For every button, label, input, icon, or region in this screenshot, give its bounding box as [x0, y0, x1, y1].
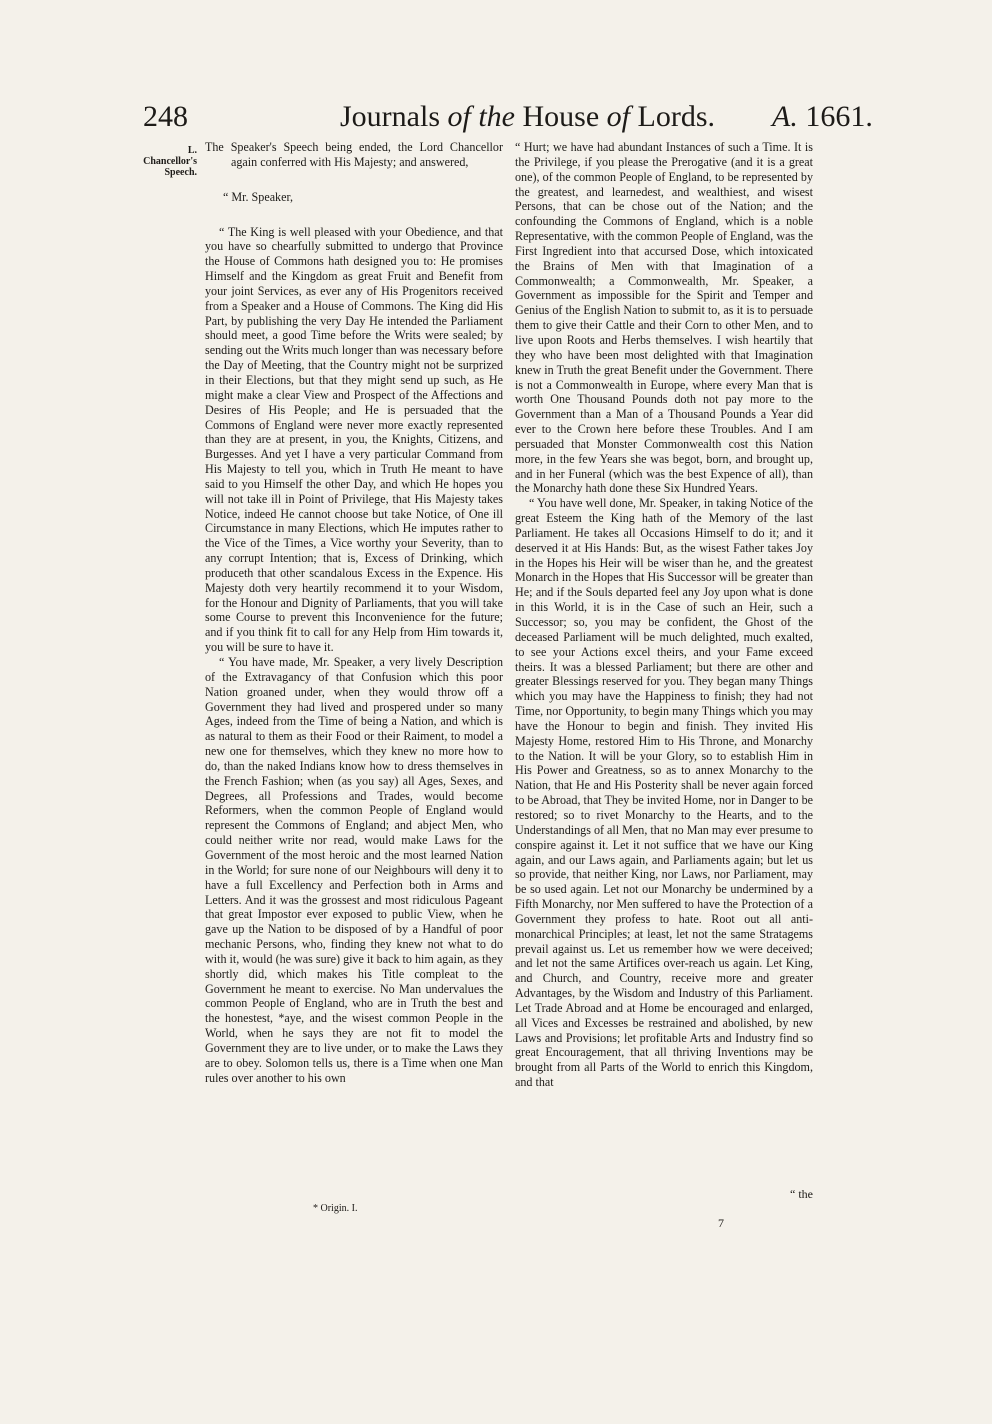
signature-mark: 7: [718, 1216, 724, 1230]
page-number: 248: [143, 100, 188, 133]
right-column: [515, 140, 813, 1090]
year-prefix: A.: [772, 100, 798, 133]
intro-paragraph: The Speaker's Speech being ended, the Lord Chancellor again conferred with His Majesty; and answered,: [205, 140, 503, 169]
title-word-of: of: [440, 100, 479, 133]
margin-note: L. Chancellor's Speech.: [143, 145, 197, 178]
paragraph: “ The King is well pleased with your Obedience, and that you have so chearfully submitted to undergo that Province the House of Commons hath designed you to: He promises Himself and the Kingdom as great Fruit and Benefit from your joint Services, as ever any of His Progenitors received from a Speaker and a House of Commons. The King did His Part, by publishing the very Day He intended the Parliament should meet, a good Time before the Writs were sealed; by sending out the Writs much longer than was necessary before the Day of Meeting, that the Country might not be surprized in their Elections, but that they might send up such, as He might make a clear View and Prospect of the Affections and Desires of His People; and He is persuaded that the Commons of England were never more exactly represented than they are at present, in you, the Knights, Citizens, and Burgesses. And yet I have a very particular Command from His Majesty to tell you, which in Truth He meant to have said to you Himself the other Day, and which He hopes you will not take ill in Point of Privilege, that His Majesty takes Notice, indeed He cannot choose but take Notice, of One ill Circumstance in many Elections, which He imputes rather to the Vice of the Times, a Vice worthy your Severity, than to any corrupt Intention; that is, Excess of Drinking, which produceth that other scandalous Excess in the Expence. His Majesty doth very heartily recommend it to your Wisdom, for the Honour and Dignity of Parliaments, that you will take some Course to prevent this Inconvenience for the future; and if you think fit to call for any Help from Him towards it, you will be sure to have it.: [205, 224, 503, 655]
footnote: * Origin. I.: [313, 1203, 358, 1214]
year-value: 1661.: [797, 100, 873, 133]
title-word-the: the: [478, 100, 515, 133]
title-word-lords: Lords.: [630, 100, 715, 133]
left-column: [205, 140, 503, 1085]
title-word-of-2: of: [606, 100, 630, 133]
running-header: [0, 100, 992, 140]
title-word-house: House: [515, 100, 607, 133]
paragraph: “ Hurt; we have had abundant Instances of such a Time. It is the Privilege, if you please the Prerogative (and it is a great one), of the common People of England, to be represented by the greatest, and learnedest, and wealthiest, and wisest Persons, that can be chose out of the Nation; and the confounding the Commons of England, which is a noble Representative, with the common People of England, was the First Ingredient into that accursed Dose, which intoxicated the Brains of Men with that Imagination of a Commonwealth; a Commonwealth, Mr. Speaker, a Government as impossible for the Spirit and Temper and Genius of the English Nation to submit to, as it is to persuade them to give their Cattle and their Corn to other Men, and to live upon Roots and Herbs themselves. I wish heartily that they who have been most delighted with that Imagination knew in Truth the great Benefit under the Government. There is not a Commonwealth in Europe, where every Man that is worth One Thousand Pounds doth not pay more to the Government than a Man of a Thousand Pounds a Year did ever to the Crown here before these Troubles. And I am persuaded that Monster Commonwealth cost this Nation more, in the few Years she was begot, born, and brought up, and in her Funeral (which was the best Expence of all), than the Monarchy hath done these Six Hundred Years.: [515, 140, 813, 496]
paragraph: “ You have made, Mr. Speaker, a very lively Description of the Extravagancy of that Confusion which this poor Nation groaned under, when they would throw off a Government they had lived and prospered under so many Ages, indeed from the Time of being a Nation, and which is as natural to them as their Food or their Raiment, to model a new one for themselves, which they knew no more how to do, than the naked Indians know how to dress themselves in the French Fashion; when (as you say) all Ages, Sexes, and Degrees, all Professions and Trades, would become Reformers, when the common People of England would represent the Commons of England; and abject Men, who could neither write nor read, would make Laws for the Government of the most heroic and the most learned Nation in the World; for sure none of our Neighbours will deny it to have a full Excellency and Perfection both in Arms and Letters. And it was the grossest and most ridiculous Pageant that great Impostor ever exposed to public View, when he gave up the Nation to be disposed of by a Handful of poor mechanic Persons, who, finding they knew not what to do with it, would (he was sure) give it back to him again, as they shortly did, which makes his Title compleat to the Government he meant to exercise. No Man undervalues the common People of England, who are in Truth the best and the honestest, *aye, and the wisest common People in the World, when he says they are not fit to model the Government they are to live under, or to make the Laws they are to obey. Solomon tells us, there is a Time when one Man rules over another to his own: [205, 655, 503, 1085]
paragraph: “ You have well done, Mr. Speaker, in taking Notice of the great Esteem the King hath of the Memory of the last Parliament. He takes all Occasions Himself to do it; and it deserved it at His Hands: But, as the wisest Father takes Joy in the Hopes his Heir will be wiser than he, and the greatest Monarch in the Hopes that His Successor will be greater than He; and if the Souls departed feel any Joy upon what is done in this World, it is in the Case of such an Heir, such a Successor; so, you may be confident, the Ghost of the deceased Parliament will be much delighted, much exalted, to see your Actions excel theirs, and your Fame exceed theirs. It was a blessed Parliament; but there are other and greater Blessings reserved for you. They began many Things which you may have the Happiness to finish; they had not Time, nor Opportunity, to begin many Things which you may have the Honour to begin and finish. They invited His Majesty Home, restored Him to His Throne, and Monarchy to the Nation. It will be your Glory, so to establish Him in His Power and Greatness, so as to annex Monarchy to the Nation, that He and His Posterity shall be never again forced to be Abroad, that They be invited Home, nor in Danger to be restored; so to rivet Monarchy to the Hearts, and to the Understandings of all Men, that no Man may ever presume to conspire against it. Let it not suffice that we have our King again, and our Laws again, and Parliaments again; but let us so provide, that neither King, nor Laws, nor Parliament, may be so used again. Let not our Monarchy be undermined by a Fifth Monarchy, nor Men suffered to have the Protection of a Government they profess to hate. Root out all anti-monarchical Principles; at least, let not the same Stratagems prevail against us. Let us remember how we were deceived; and let not the same Artifices over-reach us again. Let King, and Church, and Country, receive more and greater Advantages, by the Wisdom and Industry of this Parliament. Let Trade Abroad and at Home be encouraged and enlarged, all Vices and Excesses be restrained and abolished, by new Laws and Provisions; let profitable Arts and Industry find so great Encouragement, that all thriving Inventions may be brought from all Parts of the World to enrich this Kingdom, and that: [515, 496, 814, 1090]
year: [772, 100, 873, 134]
running-title: [340, 100, 715, 134]
title-word-journals: Journals: [340, 100, 440, 133]
catchword: “ the: [790, 1187, 813, 1201]
salutation: “ Mr. Speaker,: [223, 189, 294, 204]
